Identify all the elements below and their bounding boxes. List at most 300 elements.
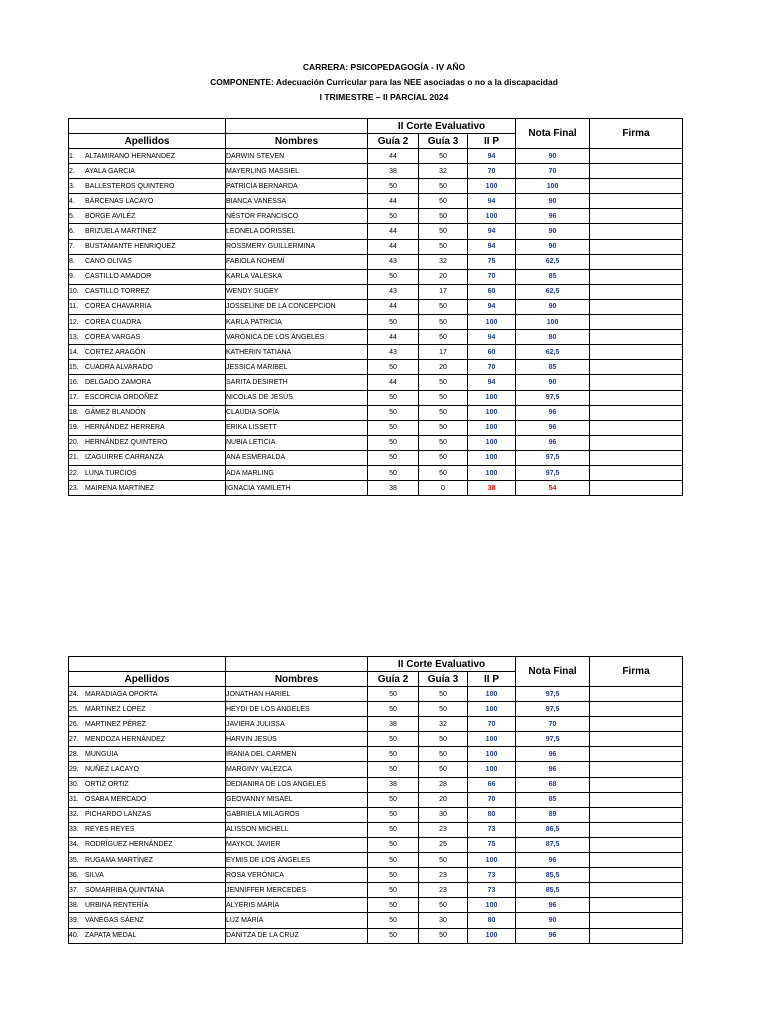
- firma-cell: [590, 164, 683, 179]
- firma-cell: [590, 777, 683, 792]
- firma-cell: [590, 898, 683, 913]
- firma-cell: [590, 853, 683, 868]
- nota-final-cell: 86,5: [516, 822, 590, 837]
- table-row: [69, 405, 683, 420]
- table-row: [69, 777, 683, 792]
- guia-3-cell: 17: [419, 284, 468, 299]
- ii-p-cell: 80: [468, 913, 516, 928]
- apellidos-cell: [69, 405, 226, 420]
- row-number: 12.: [69, 318, 79, 326]
- table-row: [69, 792, 683, 807]
- row-number: 36.: [69, 871, 79, 879]
- nombres-cell: NICOLAS DE JESÚS: [226, 390, 368, 405]
- guia-2-cell: 50: [368, 837, 419, 852]
- row-number: 32.: [69, 811, 79, 819]
- table-row: [69, 360, 683, 375]
- guia-3-cell: 50: [419, 732, 468, 747]
- table-row: [69, 269, 683, 284]
- nota-final-cell: 62,5: [516, 345, 590, 360]
- guia-3-cell: 30: [419, 913, 468, 928]
- nombres-cell: IRANIA DEL CARMEN: [226, 747, 368, 762]
- nota-final-cell: 70: [516, 717, 590, 732]
- guia-2-cell: 50: [368, 868, 419, 883]
- ii-p-cell: 94: [468, 194, 516, 209]
- apellidos-cell: [69, 390, 226, 405]
- guia-3-cell: 50: [419, 315, 468, 330]
- grades-table-2-body: [69, 687, 683, 944]
- guia-2-cell: 50: [368, 913, 419, 928]
- nombres-cell: DARWIN STEVEN: [226, 149, 368, 164]
- apellidos-text: URBINA RENTERÍA: [85, 901, 149, 909]
- row-number: 31.: [69, 796, 79, 804]
- apellidos-cell: [69, 330, 226, 345]
- nombres-cell: DANITZA DE LA CRUZ: [226, 928, 368, 943]
- apellidos-cell: [69, 792, 226, 807]
- table-row: [69, 390, 683, 405]
- row-number: 10.: [69, 288, 79, 296]
- guia-3-cell: 50: [419, 687, 468, 702]
- guia-2-cell: 50: [368, 853, 419, 868]
- guia-2-cell: 44: [368, 149, 419, 164]
- ii-p-cell: 100: [468, 315, 516, 330]
- guia-3-cell: 32: [419, 254, 468, 269]
- guia-2-cell: 50: [368, 792, 419, 807]
- nombres-cell: WENDY SUGEY: [226, 284, 368, 299]
- nombres-cell: KARLA VALESKA: [226, 269, 368, 284]
- nota-final-cell: 62,5: [516, 284, 590, 299]
- guia-2-cell: 38: [368, 717, 419, 732]
- column-ii-p: II P: [468, 134, 516, 149]
- firma-cell: [590, 254, 683, 269]
- firma-cell: [590, 330, 683, 345]
- ii-p-cell: 100: [468, 179, 516, 194]
- ii-p-cell: 94: [468, 149, 516, 164]
- nota-final-cell: 90: [516, 375, 590, 390]
- table-row: [69, 435, 683, 450]
- ii-p-cell: 70: [468, 164, 516, 179]
- table-row: [69, 224, 683, 239]
- table-row: [69, 420, 683, 435]
- nota-final-cell: 96: [516, 762, 590, 777]
- table-row: [69, 465, 683, 480]
- firma-cell: [590, 822, 683, 837]
- guia-2-cell: 44: [368, 239, 419, 254]
- firma-cell: [590, 284, 683, 299]
- nota-final-cell: 85: [516, 792, 590, 807]
- table-row: [69, 883, 683, 898]
- apellidos-text: BRIZUELA MARTINEZ: [85, 228, 157, 236]
- firma-cell: [590, 702, 683, 717]
- guia-2-cell: 50: [368, 747, 419, 762]
- table-row: [69, 898, 683, 913]
- nota-final-cell: 90: [516, 239, 590, 254]
- nombres-cell: ALISSON MICHELL: [226, 822, 368, 837]
- nombres-cell: IGNACIA YAMILETH: [226, 481, 368, 496]
- apellidos-text: ALTAMIRANO HERNANDEZ: [85, 152, 175, 160]
- firma-cell: [590, 194, 683, 209]
- row-number: 39.: [69, 916, 79, 924]
- guia-2-cell: 50: [368, 390, 419, 405]
- nota-final-cell: 96: [516, 747, 590, 762]
- nombres-cell: NÉSTOR FRANCISCO: [226, 209, 368, 224]
- table-row: [69, 254, 683, 269]
- ii-p-cell: 100: [468, 898, 516, 913]
- nota-final-cell: 90: [516, 299, 590, 314]
- firma-cell: [590, 179, 683, 194]
- guia-2-cell: 44: [368, 194, 419, 209]
- table-row: [69, 853, 683, 868]
- table-row: [69, 375, 683, 390]
- firma-cell: [590, 405, 683, 420]
- guia-3-cell: 50: [419, 465, 468, 480]
- nombres-cell: ALYERIS MARÍA: [226, 898, 368, 913]
- nota-final-cell: 96: [516, 209, 590, 224]
- firma-cell: [590, 732, 683, 747]
- apellidos-text: NUÑEZ LACAYO: [85, 766, 139, 774]
- apellidos-text: COREA CUADRA: [85, 318, 142, 326]
- guia-2-cell: 50: [368, 450, 419, 465]
- row-number: 14.: [69, 348, 79, 356]
- apellidos-text: PICHARDO LANZAS: [85, 811, 152, 819]
- ii-p-cell: 100: [468, 853, 516, 868]
- guia-3-cell: 17: [419, 345, 468, 360]
- ii-p-cell: 94: [468, 299, 516, 314]
- nota-final-cell: 96: [516, 435, 590, 450]
- column-apellidos: Apellidos: [69, 134, 226, 149]
- apellidos-text: OSABA MERCADO: [85, 796, 147, 804]
- nota-final-cell: 97,5: [516, 732, 590, 747]
- nombres-cell: ROSSMERY GUILLERMINA: [226, 239, 368, 254]
- nota-final-cell: 85,5: [516, 868, 590, 883]
- row-number: 27.: [69, 735, 79, 743]
- row-number: 35.: [69, 856, 79, 864]
- table-row: [69, 194, 683, 209]
- row-number: 28.: [69, 750, 79, 758]
- apellidos-text: ZAPATA MEDAL: [85, 932, 137, 940]
- grades-table-2: [68, 656, 683, 944]
- nota-final-cell: 100: [516, 179, 590, 194]
- firma-cell: [590, 299, 683, 314]
- guia-2-cell: 50: [368, 883, 419, 898]
- table-row: [69, 179, 683, 194]
- apellidos-text: MARTINEZ LÓPEZ: [85, 705, 146, 713]
- row-number: 13.: [69, 333, 79, 341]
- apellidos-text: CASTILLO TORREZ: [85, 288, 150, 296]
- firma-cell: [590, 465, 683, 480]
- ii-p-cell: 73: [468, 868, 516, 883]
- apellidos-text: MARADIAGA OPORTA: [85, 690, 158, 698]
- nota-final-cell: 97,5: [516, 687, 590, 702]
- apellidos-text: RODRÍGUEZ HERNÁNDEZ: [85, 841, 173, 849]
- ii-p-cell: 100: [468, 390, 516, 405]
- column-ii-p: II P: [468, 672, 516, 687]
- nombres-cell: NUBIA LETICIA: [226, 435, 368, 450]
- ii-p-cell: 94: [468, 375, 516, 390]
- apellidos-cell: [69, 762, 226, 777]
- firma-cell: [590, 913, 683, 928]
- row-number: 9.: [69, 273, 75, 281]
- row-number: 1.: [69, 152, 75, 160]
- apellidos-text: AYALA GARCIA: [85, 167, 135, 175]
- nombres-cell: JENNIFFER MERCEDES: [226, 883, 368, 898]
- apellidos-cell: [69, 299, 226, 314]
- guia-2-cell: 50: [368, 732, 419, 747]
- grades-table-1-body: [69, 149, 683, 496]
- guia-2-cell: 50: [368, 209, 419, 224]
- row-number: 6.: [69, 228, 75, 236]
- ii-p-cell: 66: [468, 777, 516, 792]
- nombres-cell: CLAUDIA SOFÍA: [226, 405, 368, 420]
- nombres-cell: ERIKA LISSETT: [226, 420, 368, 435]
- guia-3-cell: 50: [419, 239, 468, 254]
- guia-3-cell: 50: [419, 853, 468, 868]
- row-number: 23.: [69, 484, 79, 492]
- apellidos-text: MARTINEZ PÉREZ: [85, 720, 146, 728]
- table-row: [69, 762, 683, 777]
- apellidos-text: BÁRCENAS LACAYO: [85, 197, 154, 205]
- guia-3-cell: 50: [419, 179, 468, 194]
- ii-p-cell: 100: [468, 450, 516, 465]
- nota-final-cell: 96: [516, 405, 590, 420]
- apellidos-cell: [69, 898, 226, 913]
- guia-2-cell: 50: [368, 687, 419, 702]
- header-blank-cell: [69, 119, 226, 134]
- ii-p-cell: 38: [468, 481, 516, 496]
- row-number: 21.: [69, 454, 79, 462]
- row-number: 30.: [69, 781, 79, 789]
- apellidos-cell: [69, 375, 226, 390]
- apellidos-cell: [69, 465, 226, 480]
- apellidos-cell: [69, 450, 226, 465]
- nombres-cell: HEYDI DE LOS ANGELES: [226, 702, 368, 717]
- guia-2-cell: 44: [368, 224, 419, 239]
- guia-3-cell: 50: [419, 702, 468, 717]
- nota-final-cell: 85: [516, 269, 590, 284]
- grades-table-1: [68, 118, 683, 496]
- firma-cell: [590, 315, 683, 330]
- nota-final-cell: 100: [516, 315, 590, 330]
- column-guia-2: Guía 2: [368, 134, 419, 149]
- column-guia-3: Guía 3: [419, 134, 468, 149]
- guia-2-cell: 50: [368, 898, 419, 913]
- firma-cell: [590, 375, 683, 390]
- ii-p-cell: 100: [468, 420, 516, 435]
- guia-3-cell: 23: [419, 868, 468, 883]
- ii-p-cell: 70: [468, 269, 516, 284]
- ii-p-cell: 70: [468, 717, 516, 732]
- apellidos-cell: [69, 269, 226, 284]
- apellidos-text: BALLESTEROS QUINTERO: [85, 182, 175, 190]
- table-row: [69, 345, 683, 360]
- firma-cell: [590, 224, 683, 239]
- firma-cell: [590, 792, 683, 807]
- ii-p-cell: 100: [468, 928, 516, 943]
- ii-p-cell: 100: [468, 732, 516, 747]
- apellidos-cell: [69, 481, 226, 496]
- column-nota-final: Nota Final: [516, 657, 590, 687]
- ii-p-cell: 70: [468, 360, 516, 375]
- row-number: 38.: [69, 901, 79, 909]
- apellidos-text: CORTEZ ARAGÓN: [85, 348, 146, 356]
- apellidos-cell: [69, 315, 226, 330]
- ii-p-cell: 94: [468, 224, 516, 239]
- table-row: [69, 717, 683, 732]
- header-blank-cell: [69, 657, 226, 672]
- row-number: 22.: [69, 469, 79, 477]
- guia-3-cell: 50: [419, 209, 468, 224]
- table-row: [69, 239, 683, 254]
- nombres-cell: ADA MARLING: [226, 465, 368, 480]
- column-apellidos: Apellidos: [69, 672, 226, 687]
- firma-cell: [590, 435, 683, 450]
- firma-cell: [590, 450, 683, 465]
- nombres-cell: DEDIANIRA DE LOS ANGELES: [226, 777, 368, 792]
- apellidos-cell: [69, 179, 226, 194]
- apellidos-cell: [69, 284, 226, 299]
- guia-3-cell: 20: [419, 360, 468, 375]
- table-row: [69, 164, 683, 179]
- firma-cell: [590, 928, 683, 943]
- guia-2-cell: 38: [368, 164, 419, 179]
- nombres-cell: KARLA PATRICIA: [226, 315, 368, 330]
- ii-p-cell: 94: [468, 330, 516, 345]
- row-number: 4.: [69, 197, 75, 205]
- apellidos-cell: [69, 209, 226, 224]
- firma-cell: [590, 687, 683, 702]
- nombres-cell: PATRICIA BERNARDA: [226, 179, 368, 194]
- ii-p-cell: 60: [468, 345, 516, 360]
- apellidos-text: CASTILLO AMADOR: [85, 273, 152, 281]
- nota-final-cell: 90: [516, 149, 590, 164]
- table-row: [69, 481, 683, 496]
- ii-p-cell: 100: [468, 702, 516, 717]
- nombres-cell: LEONELA DORISSEL: [226, 224, 368, 239]
- nombres-cell: MAYERLING MASSIEL: [226, 164, 368, 179]
- guia-2-cell: 50: [368, 702, 419, 717]
- apellidos-cell: [69, 913, 226, 928]
- guia-3-cell: 50: [419, 375, 468, 390]
- table-row: [69, 868, 683, 883]
- guia-3-cell: 50: [419, 194, 468, 209]
- guia-3-cell: 32: [419, 164, 468, 179]
- guia-3-cell: 50: [419, 405, 468, 420]
- ii-p-cell: 100: [468, 747, 516, 762]
- row-number: 26.: [69, 720, 79, 728]
- apellidos-text: MUNGUIA: [85, 750, 119, 758]
- apellidos-text: SOMARRIBA QUINTANA: [85, 886, 165, 894]
- column-firma: Firma: [590, 119, 683, 149]
- apellidos-text: IZAGUIRRE CARRANZA: [85, 454, 164, 462]
- ii-p-cell: 75: [468, 837, 516, 852]
- guia-2-cell: 43: [368, 345, 419, 360]
- nombres-cell: KATHERIN TATIANA: [226, 345, 368, 360]
- nota-final-cell: 68: [516, 777, 590, 792]
- apellidos-cell: [69, 928, 226, 943]
- apellidos-text: LUNA TURCIOS: [85, 469, 137, 477]
- nombres-cell: SARITA DESIRETH: [226, 375, 368, 390]
- row-number: 37.: [69, 886, 79, 894]
- firma-cell: [590, 269, 683, 284]
- evaluation-group-header: II Corte Evaluativo: [368, 119, 516, 134]
- apellidos-cell: [69, 777, 226, 792]
- row-number: 18.: [69, 409, 79, 417]
- firma-cell: [590, 807, 683, 822]
- nombres-cell: VARÓNICA DE LOS ÁNGELES: [226, 330, 368, 345]
- apellidos-cell: [69, 360, 226, 375]
- nombres-cell: GABRIELA MILAGROS: [226, 807, 368, 822]
- table-row: [69, 330, 683, 345]
- ii-p-cell: 75: [468, 254, 516, 269]
- guia-3-cell: 23: [419, 822, 468, 837]
- guia-3-cell: 28: [419, 777, 468, 792]
- column-firma: Firma: [590, 657, 683, 687]
- firma-cell: [590, 762, 683, 777]
- guia-2-cell: 50: [368, 179, 419, 194]
- apellidos-cell: [69, 254, 226, 269]
- row-number: 33.: [69, 826, 79, 834]
- guia-3-cell: 50: [419, 149, 468, 164]
- header-blank-cell: [226, 119, 368, 134]
- apellidos-text: VANEGAS SÁENZ: [85, 916, 144, 924]
- apellidos-cell: [69, 868, 226, 883]
- nombres-cell: ROSA VERÓNICA: [226, 868, 368, 883]
- apellidos-cell: [69, 420, 226, 435]
- apellidos-cell: [69, 837, 226, 852]
- apellidos-cell: [69, 807, 226, 822]
- apellidos-cell: [69, 717, 226, 732]
- apellidos-text: MAIRENA MARTÍNEZ: [85, 484, 155, 492]
- table-row: [69, 315, 683, 330]
- row-number: 8.: [69, 258, 75, 266]
- firma-cell: [590, 149, 683, 164]
- guia-2-cell: 50: [368, 405, 419, 420]
- row-number: 24.: [69, 690, 79, 698]
- table-row: [69, 299, 683, 314]
- apellidos-cell: [69, 149, 226, 164]
- apellidos-text: ORTIZ ORTIZ: [85, 781, 129, 789]
- nombres-cell: JESSICA MARIBEL: [226, 360, 368, 375]
- guia-3-cell: 50: [419, 450, 468, 465]
- column-nota-final: Nota Final: [516, 119, 590, 149]
- ii-p-cell: 100: [468, 209, 516, 224]
- nota-final-cell: 90: [516, 224, 590, 239]
- table-row: [69, 702, 683, 717]
- apellidos-text: MENDOZA HERNÁNDEZ: [85, 735, 166, 743]
- guia-3-cell: 50: [419, 299, 468, 314]
- table-row: [69, 687, 683, 702]
- nota-final-cell: 97,5: [516, 465, 590, 480]
- nombres-cell: MARGINY VALEZCA: [226, 762, 368, 777]
- apellidos-cell: [69, 164, 226, 179]
- nota-final-cell: 96: [516, 853, 590, 868]
- ii-p-cell: 73: [468, 822, 516, 837]
- table-row: [69, 913, 683, 928]
- column-nombres: Nombres: [226, 134, 368, 149]
- guia-3-cell: 23: [419, 883, 468, 898]
- guia-2-cell: 50: [368, 420, 419, 435]
- nota-final-cell: 62,5: [516, 254, 590, 269]
- apellidos-cell: [69, 883, 226, 898]
- apellidos-text: GÁMEZ BLANDÓN: [85, 409, 146, 417]
- row-number: 3.: [69, 182, 75, 190]
- apellidos-cell: [69, 345, 226, 360]
- apellidos-cell: [69, 702, 226, 717]
- table-row: [69, 149, 683, 164]
- nota-final-cell: 96: [516, 928, 590, 943]
- guia-2-cell: 44: [368, 330, 419, 345]
- ii-p-cell: 100: [468, 435, 516, 450]
- ii-p-cell: 100: [468, 405, 516, 420]
